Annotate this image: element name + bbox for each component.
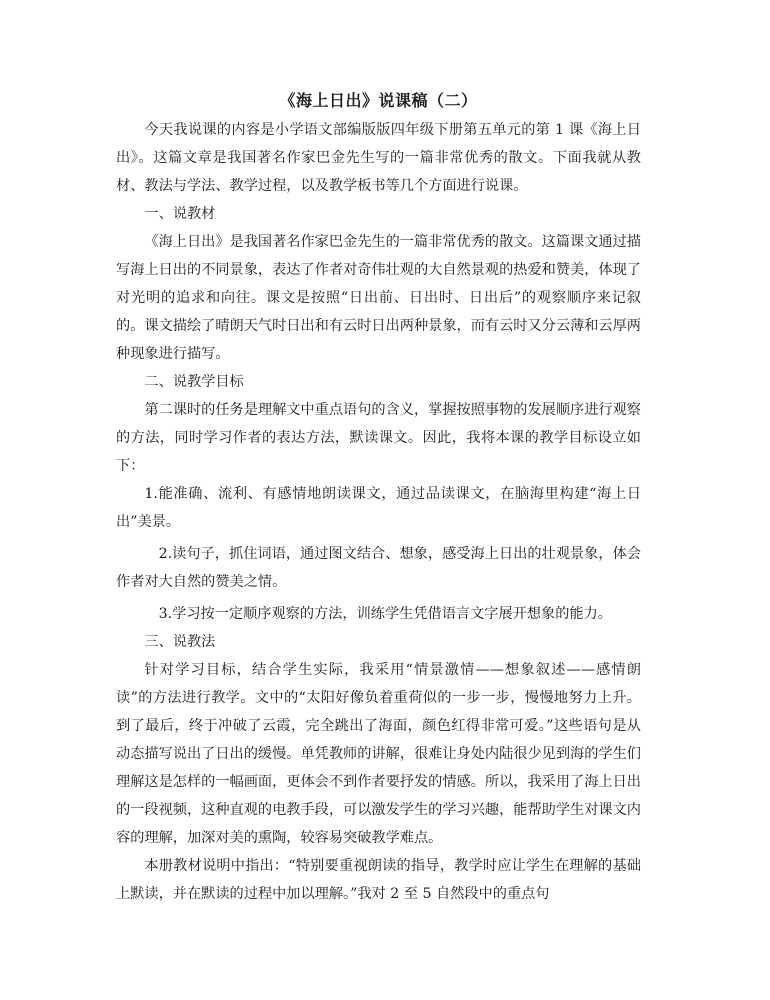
goal-item-1: 1.能准确、流利、有感情地朗读课文，通过品读课文，在脑海里构建“海上日出”美景。 <box>116 486 641 530</box>
intro-paragraph: 今天我说课的内容是小学语文部编版版四年级下册第五单元的第 1 课《海上日出》。这篇文章是我国著名作家巴金先生写的一篇非常优秀的散文。下面我就从教材、教法与学法、教学过程，以及教学板书等几个方面进行说课。 <box>116 122 641 194</box>
section-heading-textbook: 一、说教材 <box>144 206 216 222</box>
goal-item-3: 3.学习按一定顺序观察的方法，训练学生凭借语言文字展开想象的能力。 <box>158 606 612 622</box>
section-heading-goals: 二、说教学目标 <box>144 374 244 390</box>
section-heading-method: 三、说教法 <box>144 634 216 650</box>
document-page <box>116 90 641 908</box>
reading-paragraph: 本册教材说明中指出：“特别要重视朗读的指导，教学时应让学生在理解的基础上默读，并在默读的过程中加以理解。”我对 2 至 5 自然段中的重点句 <box>116 858 641 902</box>
goal-item-2: 2.读句子，抓住词语，通过图文结合、想象，感受海上日出的壮观景象，体会作者对大自然的赞美之情。 <box>116 546 641 590</box>
goals-paragraph: 第二课时的任务是理解文中重点语句的含义，掌握按照事物的发展顺序进行观察的方法，同时学习作者的表达方法，默读课文。因此，我将本课的教学目标设立如下： <box>116 402 641 474</box>
method-paragraph: 针对学习目标，结合学生实际，我采用“情景激情——想象叙述——感情朗读”的方法进行教学。文中的“太阳好像负着重荷似的一步一步，慢慢地努力上升。到了最后，终于冲破了云霞，完全跳出了海面，颜色红得非常可爱。”这些语句是从动态描写说出了日出的缓慢。单凭教师的讲解，很难让身处内陆很少见到海的学生们理解这是怎样的一幅画面，更体会不到作者要抒发的情感。所以，我采用了海上日出的一段视频，这种直观的电教手段，可以激发学生的学习兴趣，能帮助学生对课文内容的理解，加深对美的熏陶，较容易突破教学难点。 <box>116 662 641 846</box>
textbook-paragraph: 《海上日出》是我国著名作家巴金先生的一篇非常优秀的散文。这篇课文通过描写海上日出的不同景象，表达了作者对奇伟壮观的大自然景观的热爱和赞美，体现了对光明的追求和向往。课文是按照“日出前、日出时、日出后”的观察顺序来记叙的。课文描绘了晴朗天气时日出和有云时日出两种景象，而有云时又分云薄和云厚两种现象进行描写。 <box>116 234 641 362</box>
document-title: 《海上日出》说课稿（二） <box>279 91 478 110</box>
